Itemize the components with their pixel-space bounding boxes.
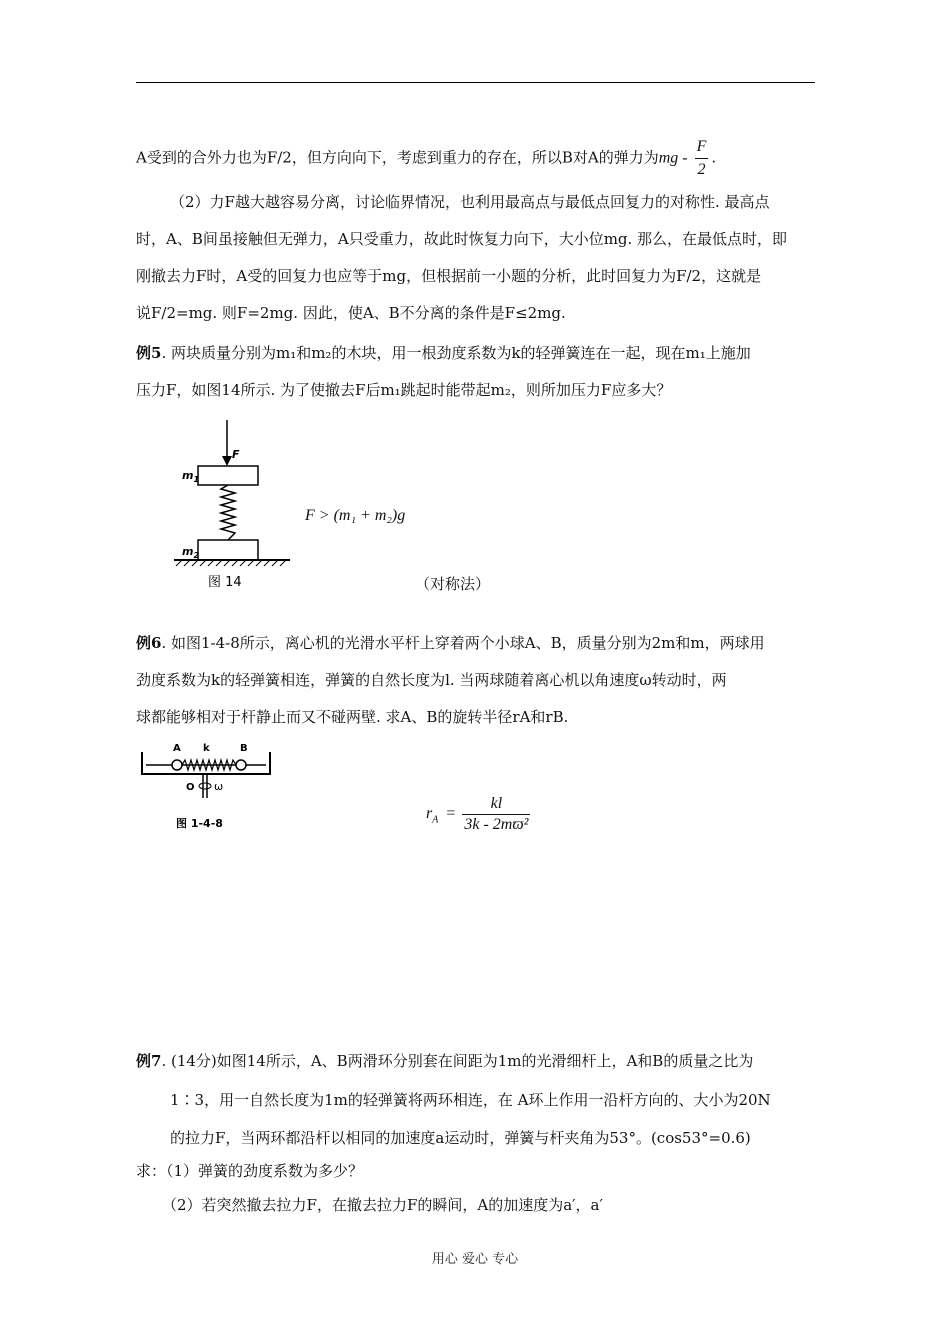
ex7-label: 例7 — [136, 1052, 162, 1070]
fig14-F-label: F — [232, 448, 240, 461]
ans-den: 3k - 2mϖ² — [464, 816, 529, 833]
p2-line-4: 说F/2=mg. 则F=2mg. 因此，使A、B不分离的条件是F≤2mg. — [136, 304, 566, 322]
fig148-A-label: A — [173, 743, 181, 754]
ex7-line-1 — [136, 1050, 753, 1072]
ball-A — [172, 760, 182, 770]
fig148-O-label: O — [186, 782, 195, 793]
spring — [221, 485, 235, 540]
fig14-m1-label: $m_1$ — [182, 469, 200, 484]
block-m2 — [198, 540, 258, 560]
page-footer: 用心 爱心 专心 — [431, 1252, 519, 1267]
p2-line-2: 时，A、B间虽接触但无弹力，A只受重力，故此时恢复力向下，大小位mg. 那么，在最低点时，即 — [136, 230, 788, 248]
p2-line-1: （2）力F越大越容易分离，讨论临界情况，也利用最高点与最低点回复力的对称性. 最高点 — [170, 193, 770, 211]
ex6-text-1: . 如图1-4-8所示，离心机的光滑水平杆上穿着两个小球A、B，质量分别为2m和m，两球用 — [161, 634, 765, 652]
p1-post: . — [711, 148, 717, 167]
p1-math: mg - — [658, 149, 692, 167]
ans-fraction — [462, 794, 530, 835]
p1-frac-num: F — [696, 138, 707, 155]
ans-eq: = — [446, 805, 456, 823]
header-rule — [136, 82, 815, 83]
p1-text: A受到的合外力也为F/2，但方向向下，考虑到重力的存在，所以B对A的弹力为 — [136, 148, 659, 167]
fig148-k-label: k — [203, 743, 210, 754]
ex6-line-1 — [136, 632, 765, 654]
ex6-line-2: 劲度系数为k的轻弹簧相连，弹簧的自然长度为l. 当两球随着离心机以角速度ω转动时，两 — [136, 671, 727, 689]
figure-14 — [170, 418, 300, 593]
ex5-text-1: . 两块质量分别为m₁和m₂的木块，用一根劲度系数为k的轻弹簧连在一起，现在m₁上施加 — [161, 344, 751, 362]
ex5-answer: F > (m₁ + m₂)g — [305, 507, 406, 524]
ex7-line-2: 1∶3，用一自然长度为1m的轻弹簧将两环相连，在 A环上作用一沿杆方向的、大小为20N — [170, 1091, 771, 1109]
ex5-method: （对称法） — [415, 575, 491, 593]
fig148-omega-label: ω — [214, 780, 224, 793]
ans-num: kl — [490, 795, 503, 812]
ex7-line-4: 求：（1）弹簧的劲度系数为多少？ — [136, 1162, 364, 1180]
ex6-label: 例6 — [136, 634, 162, 652]
ex5-line-1 — [136, 342, 751, 364]
fig14-caption: 图 14 — [208, 575, 242, 590]
ex5-label: 例5 — [136, 344, 162, 362]
fig148-B-label: B — [240, 743, 248, 754]
ans-lhs: r — [426, 805, 433, 823]
fig148-caption: 图 1-4-8 — [176, 817, 223, 830]
ex7-text-1: . (14分)如图14所示，A、B两滑环分别套在间距为1m的光滑细杆上，A和B的质量之比为 — [161, 1052, 754, 1070]
ans-lhs-sub: A — [432, 814, 439, 826]
ex6-line-3: 球都能够相对于杆静止而又不碰两壁. 求A、B的旋转半径rA和rB. — [136, 708, 569, 726]
figure-1-4-8 — [136, 740, 276, 835]
ex7-line-3: 的拉力F，当两环都沿杆以相同的加速度a运动时，弹簧与杆夹角为53°。(cos53°=0.6) — [170, 1129, 751, 1147]
p2-line-3: 刚撤去力F时，A受的回复力也应等于mg，但根据前一小题的分析，此时回复力为F/2，这就是 — [136, 267, 762, 285]
p1-frac-den: 2 — [695, 158, 709, 181]
ball-B — [236, 760, 246, 770]
fig14-m2-label: $m_2$ — [182, 545, 200, 560]
block-m1 — [198, 466, 258, 485]
ex6-answer — [426, 794, 533, 835]
ex5-line-2: 压力F，如图14所示. 为了使撤去F后m₁跳起时能带起m₂，则所加压力F应多大？ — [136, 381, 672, 399]
p1-fraction — [695, 136, 709, 181]
paragraph-1 — [136, 136, 716, 181]
ex7-line-5: （2）若突然撤去拉力F，在撤去拉力F的瞬间，A的加速度为a′，a′ — [162, 1196, 603, 1214]
